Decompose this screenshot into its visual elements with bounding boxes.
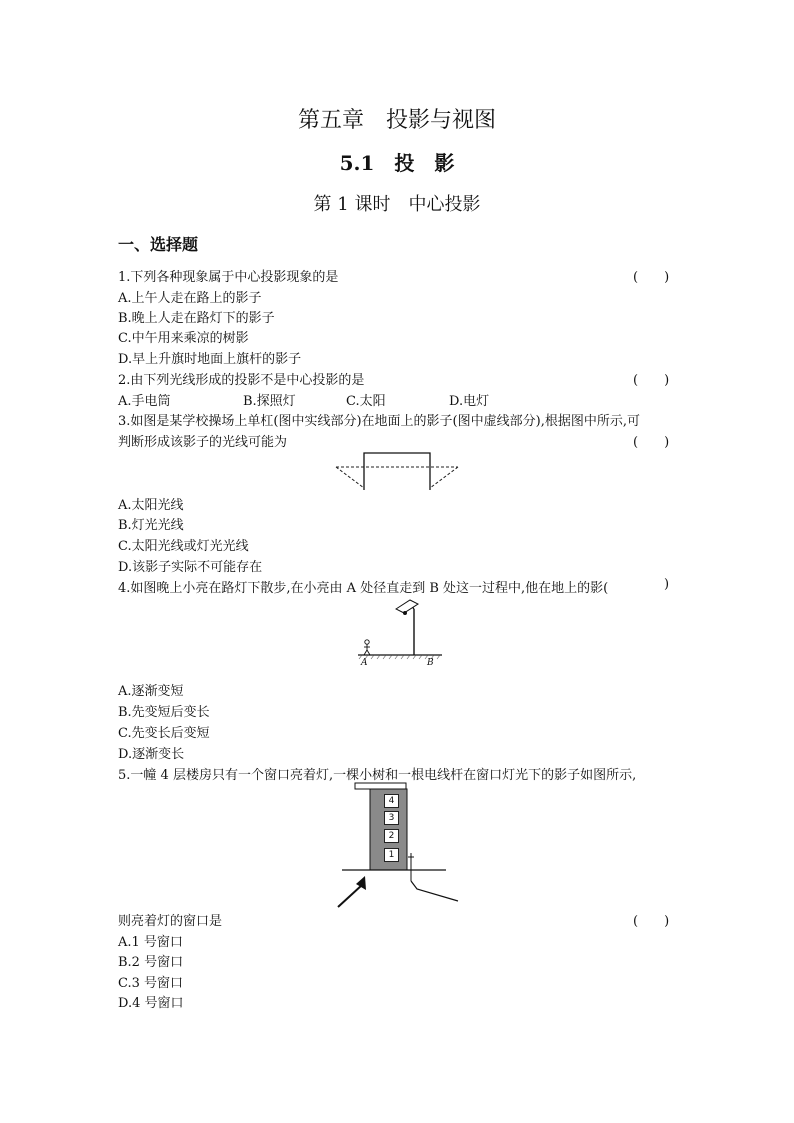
q1-option-d: D.早上升旗时地面上旗杆的影子: [118, 352, 302, 367]
section-heading: 一、选择题: [118, 235, 199, 254]
q3-option-d: D.该影子实际不可能存在: [118, 560, 263, 575]
q5-option-c: C.3 号窗口: [118, 976, 184, 991]
q2-option-d: D.电灯: [449, 394, 490, 409]
q1-option-a: A.上午人走在路上的影子: [118, 291, 262, 306]
q4-stem: 4.如图晚上小亮在路灯下散步,在小亮由 A 处径直走到 B 处这一过程中,他在地上的影(: [118, 581, 609, 596]
q2-answer-bracket: ( ): [633, 373, 670, 388]
q4-option-b: B.先变短后变长: [118, 705, 210, 720]
q3-stem-line2: 判断形成该影子的光线可能为: [118, 435, 288, 450]
window-4: 4: [384, 794, 399, 808]
q5-answer-bracket: ( ): [633, 914, 670, 929]
window-3: 3: [384, 811, 399, 825]
q3-stem-line1: 3.如图是某学校操场上单杠(图中实线部分)在地面上的影子(图中虚线部分),根据图中所示,可: [118, 414, 640, 429]
q5-option-b: B.2 号窗口: [118, 955, 184, 970]
q3-option-c: C.太阳光线或灯光光线: [118, 539, 249, 554]
q3-horizontal-bar-figure: [334, 450, 460, 492]
section-title: 5.1 投 影: [339, 151, 455, 175]
q5-option-a: A.1 号窗口: [118, 935, 183, 950]
q4-point-a-label: A: [361, 658, 368, 668]
window-2: 2: [384, 829, 399, 843]
q1-option-b: B.晚上人走在路灯下的影子: [118, 311, 275, 326]
q2-option-a: A.手电筒: [118, 394, 171, 409]
q5-stem: 5.一幢 4 层楼房只有一个窗口亮着灯,一棵小树和一根电线杆在窗口灯光下的影子如图所示,: [118, 768, 637, 783]
q1-answer-bracket: ( ): [633, 270, 670, 285]
q4-option-d: D.逐渐变长: [118, 747, 185, 762]
window-1: 1: [384, 848, 399, 862]
q5-option-d: D.4 号窗口: [118, 996, 184, 1011]
q4-point-b-label: B: [427, 658, 434, 668]
q4-bracket-close: ): [664, 577, 670, 592]
q2-option-c: C.太阳: [346, 394, 386, 409]
q3-answer-bracket: ( ): [633, 435, 670, 450]
lesson-title: 第 1 课时 中心投影: [313, 194, 481, 215]
q4-option-a: A.逐渐变短: [118, 684, 184, 699]
q3-option-b: B.灯光光线: [118, 518, 184, 533]
q1-stem: 1.下列各种现象属于中心投影现象的是: [118, 270, 339, 285]
q4-option-c: C.先变长后变短: [118, 726, 210, 741]
q3-option-a: A.太阳光线: [118, 498, 184, 513]
chapter-title: 第五章 投影与视图: [297, 108, 496, 133]
q2-stem: 2.由下列光线形成的投影不是中心投影的是: [118, 373, 365, 388]
q2-option-b: B.探照灯: [243, 394, 296, 409]
q1-option-c: C.中午用来乘凉的树影: [118, 331, 249, 346]
q5-stem-line2: 则亮着灯的窗口是: [118, 914, 223, 929]
